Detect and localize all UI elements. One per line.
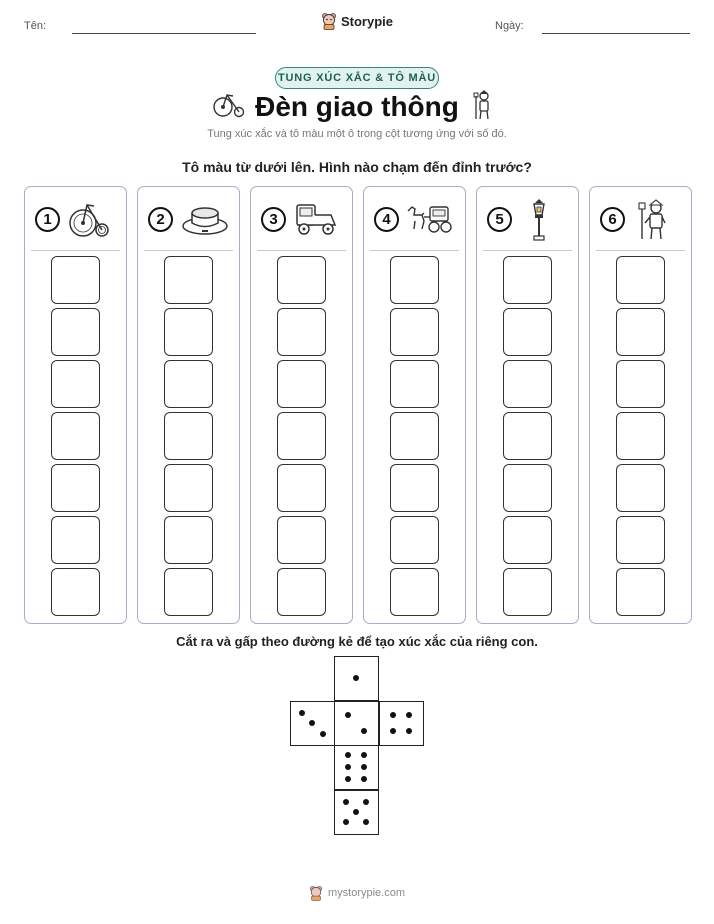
column-header bbox=[364, 199, 465, 239]
color-box[interactable] bbox=[390, 256, 439, 304]
footer bbox=[0, 885, 714, 901]
color-box[interactable] bbox=[503, 308, 552, 356]
column-divider bbox=[144, 250, 233, 251]
color-box[interactable] bbox=[390, 308, 439, 356]
column-number: 6 bbox=[600, 207, 625, 232]
column-number: 4 bbox=[374, 207, 399, 232]
dice-pip bbox=[361, 728, 367, 734]
column-header bbox=[138, 199, 239, 239]
dice-pip bbox=[345, 752, 351, 758]
name-label: Tên: bbox=[24, 20, 47, 32]
color-box[interactable] bbox=[503, 464, 552, 512]
lamplighter-icon bbox=[638, 199, 668, 241]
color-box[interactable] bbox=[277, 516, 326, 564]
dice-pip bbox=[361, 776, 367, 782]
page-title: Đèn giao thông bbox=[255, 91, 459, 122]
color-box[interactable] bbox=[616, 308, 665, 356]
color-box[interactable] bbox=[277, 568, 326, 616]
dice-face bbox=[290, 701, 335, 746]
color-box[interactable] bbox=[503, 360, 552, 408]
column-number: 2 bbox=[148, 207, 173, 232]
column-divider bbox=[370, 250, 459, 251]
dice-pip bbox=[361, 752, 367, 758]
column-divider bbox=[31, 250, 120, 251]
lamplighter-icon bbox=[473, 90, 495, 120]
column-1 bbox=[24, 186, 127, 624]
color-box[interactable] bbox=[164, 412, 213, 460]
date-line[interactable] bbox=[542, 33, 690, 34]
column-header bbox=[477, 199, 578, 239]
traffic-button-icon bbox=[180, 199, 230, 239]
activity-badge: TUNG XÚC XẮC & TÔ MÀU bbox=[275, 67, 439, 89]
horse-carriage-icon bbox=[406, 199, 454, 239]
dice-pip bbox=[390, 728, 396, 734]
color-box[interactable] bbox=[503, 568, 552, 616]
dice-pip bbox=[353, 675, 359, 681]
street-lamp-icon bbox=[529, 199, 549, 241]
color-box[interactable] bbox=[164, 360, 213, 408]
color-box[interactable] bbox=[51, 516, 100, 564]
brand-logo bbox=[0, 12, 714, 30]
color-box[interactable] bbox=[164, 516, 213, 564]
column-4 bbox=[363, 186, 466, 624]
color-box[interactable] bbox=[164, 568, 213, 616]
color-box[interactable] bbox=[503, 256, 552, 304]
dice-pip bbox=[299, 710, 305, 716]
color-box[interactable] bbox=[51, 412, 100, 460]
color-box[interactable] bbox=[164, 256, 213, 304]
name-line[interactable] bbox=[72, 33, 256, 34]
column-divider bbox=[257, 250, 346, 251]
subtitle: Tung xúc xắc và tô màu một ô trong cột tương ứng với số đó. bbox=[207, 128, 507, 140]
coloring-columns bbox=[24, 186, 690, 624]
column-2 bbox=[137, 186, 240, 624]
color-box[interactable] bbox=[51, 568, 100, 616]
bear-mascot-icon bbox=[321, 12, 337, 30]
color-box[interactable] bbox=[390, 568, 439, 616]
color-box[interactable] bbox=[616, 256, 665, 304]
brand-name: Storypie bbox=[340, 13, 393, 29]
color-box[interactable] bbox=[616, 464, 665, 512]
column-number: 1 bbox=[35, 207, 60, 232]
dice-pip bbox=[363, 819, 369, 825]
dice-pip bbox=[363, 799, 369, 805]
dice-pip bbox=[345, 776, 351, 782]
dice-pip bbox=[343, 819, 349, 825]
dice-face bbox=[334, 790, 379, 835]
column-header bbox=[25, 199, 126, 239]
dice-face bbox=[334, 656, 379, 701]
dice-pip bbox=[353, 809, 359, 815]
color-box[interactable] bbox=[277, 464, 326, 512]
dice-pip bbox=[320, 731, 326, 737]
color-box[interactable] bbox=[503, 412, 552, 460]
color-box[interactable] bbox=[277, 412, 326, 460]
color-box[interactable] bbox=[616, 516, 665, 564]
dice-pip bbox=[361, 764, 367, 770]
color-box[interactable] bbox=[390, 360, 439, 408]
color-box[interactable] bbox=[616, 360, 665, 408]
penny-farthing-bicycle-icon bbox=[67, 199, 111, 239]
color-box[interactable] bbox=[164, 464, 213, 512]
column-number: 3 bbox=[261, 207, 286, 232]
column-divider bbox=[483, 250, 572, 251]
color-box[interactable] bbox=[277, 256, 326, 304]
column-5 bbox=[476, 186, 579, 624]
vintage-car-icon bbox=[293, 199, 339, 239]
dice-pip bbox=[343, 799, 349, 805]
column-divider bbox=[596, 250, 685, 251]
color-box[interactable] bbox=[616, 568, 665, 616]
bear-mascot-icon bbox=[309, 885, 323, 901]
color-box[interactable] bbox=[51, 308, 100, 356]
color-box[interactable] bbox=[390, 412, 439, 460]
color-box[interactable] bbox=[277, 308, 326, 356]
column-header bbox=[590, 199, 691, 239]
color-box[interactable] bbox=[390, 516, 439, 564]
instruction-text: Tô màu từ dưới lên. Hình nào chạm đến đỉnh trước? bbox=[182, 159, 532, 175]
column-number: 5 bbox=[487, 207, 512, 232]
color-box[interactable] bbox=[164, 308, 213, 356]
column-3 bbox=[250, 186, 353, 624]
dice-pip bbox=[345, 712, 351, 718]
date-label: Ngày: bbox=[495, 20, 524, 32]
footer-url[interactable]: mystorypie.com bbox=[327, 887, 406, 899]
color-box[interactable] bbox=[277, 360, 326, 408]
dice-pip bbox=[406, 712, 412, 718]
dice-face bbox=[334, 701, 379, 746]
dice-pip bbox=[406, 728, 412, 734]
color-box[interactable] bbox=[390, 464, 439, 512]
color-box[interactable] bbox=[503, 516, 552, 564]
dice-pip bbox=[390, 712, 396, 718]
column-header bbox=[251, 199, 352, 239]
cut-instruction: Cắt ra và gấp theo đường kẻ để tạo xúc xắc của riêng con. bbox=[176, 634, 538, 649]
dice-face bbox=[379, 701, 424, 746]
color-box[interactable] bbox=[616, 412, 665, 460]
dice-pip bbox=[345, 764, 351, 770]
column-6 bbox=[589, 186, 692, 624]
color-box[interactable] bbox=[51, 256, 100, 304]
dice-face bbox=[334, 745, 379, 790]
dice-pip bbox=[309, 720, 315, 726]
color-box[interactable] bbox=[51, 360, 100, 408]
color-box[interactable] bbox=[51, 464, 100, 512]
